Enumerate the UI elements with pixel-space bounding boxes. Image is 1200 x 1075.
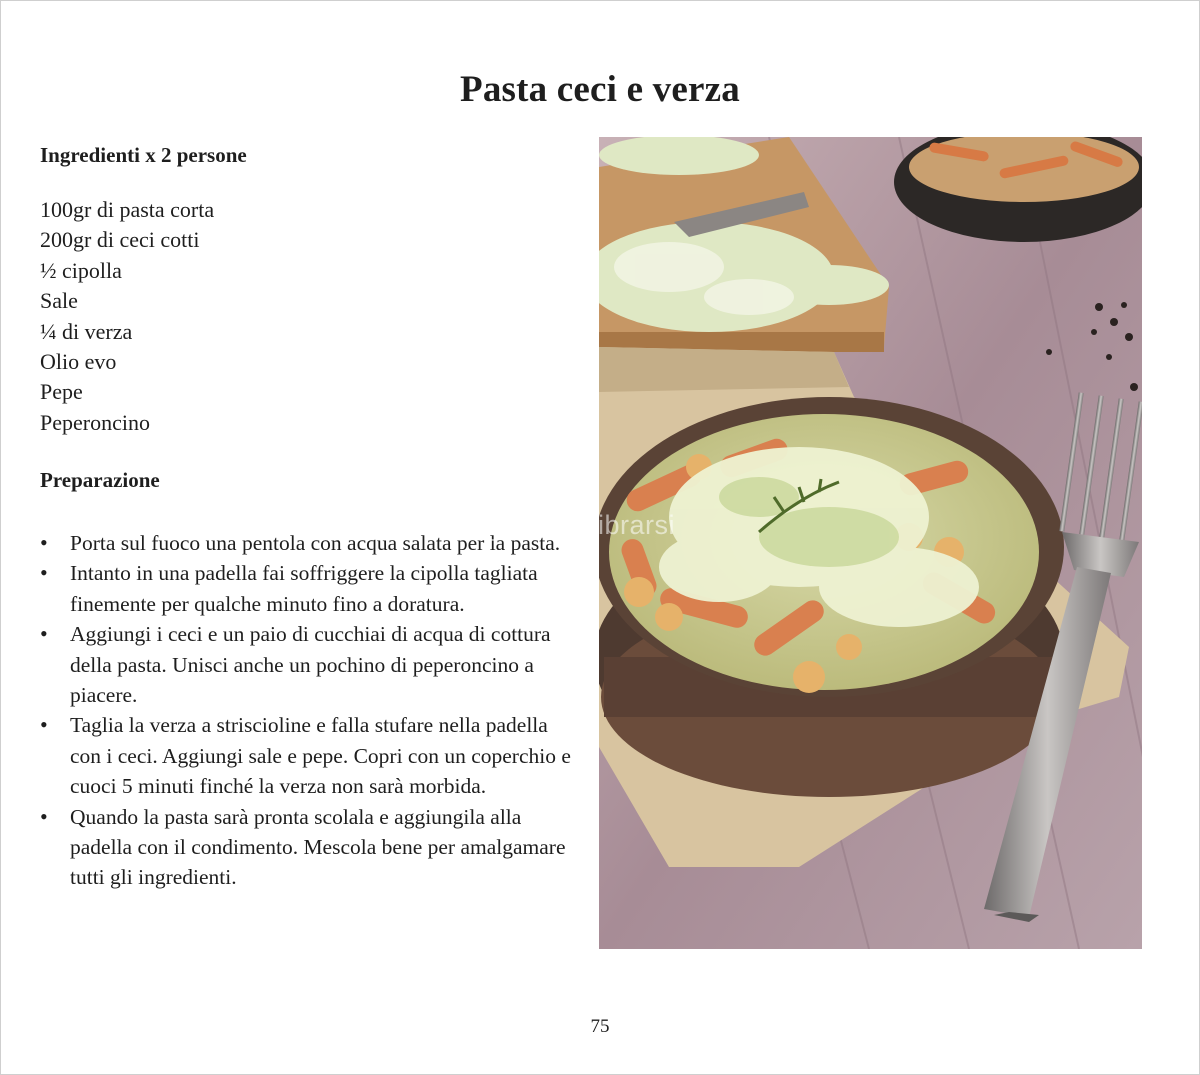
preparation-heading: Preparazione [40, 468, 160, 492]
preparation-steps [40, 528, 580, 893]
ingredient-item: Olio evo [40, 349, 117, 375]
ingredient-item: 200gr di ceci cotti [40, 227, 200, 253]
ingredients-list [40, 195, 214, 438]
ingredient-item: 100gr di pasta corta [40, 197, 215, 222]
ingredient-item: ¼ di verza [40, 318, 133, 344]
preparation-step: • Intanto in una padella fai soffriggere la cipolla tagliata finemente per qualche minuto fino a doratura. [40, 558, 580, 619]
recipe-photo [599, 137, 1142, 949]
preparation-step: • Porta sul fuoco una pentola con acqua salata per la pasta. [40, 528, 580, 558]
recipe-title: Pasta ceci e verza [460, 69, 740, 110]
ingredient-item: ½ cipolla [40, 257, 122, 283]
ingredient-item: Pepe [40, 379, 83, 405]
preparation-step: • Quando la pasta sarà pronta scolala e aggiungila alla padella con il condimento. Mescola bene per amalgamare tutti gli ingredienti. [40, 802, 580, 893]
watermark-text: macrolibrarsi [514, 510, 676, 540]
preparation-step: • Aggiungi i ceci e un paio di cucchiai di acqua di cottura della pasta. Unisci anche un pochino di peperoncino a piacere. [40, 619, 580, 710]
page-number: 75 [590, 1016, 610, 1037]
ingredient-item: Peperoncino [40, 409, 150, 435]
watermark [478, 510, 675, 541]
ingredient-item: Sale [40, 288, 78, 314]
preparation-step: • Taglia la verza a striscioline e falla stufare nella padella con i ceci. Aggiungi sale e pepe. Copri con un coperchio e cuoci 5 minuti finché la verza non sarà morbida. [40, 710, 580, 801]
watermark-logo-icon [478, 511, 508, 541]
pasta-dish-illustration [599, 137, 1142, 949]
ingredients-heading: Ingredienti x 2 persone [40, 143, 247, 167]
